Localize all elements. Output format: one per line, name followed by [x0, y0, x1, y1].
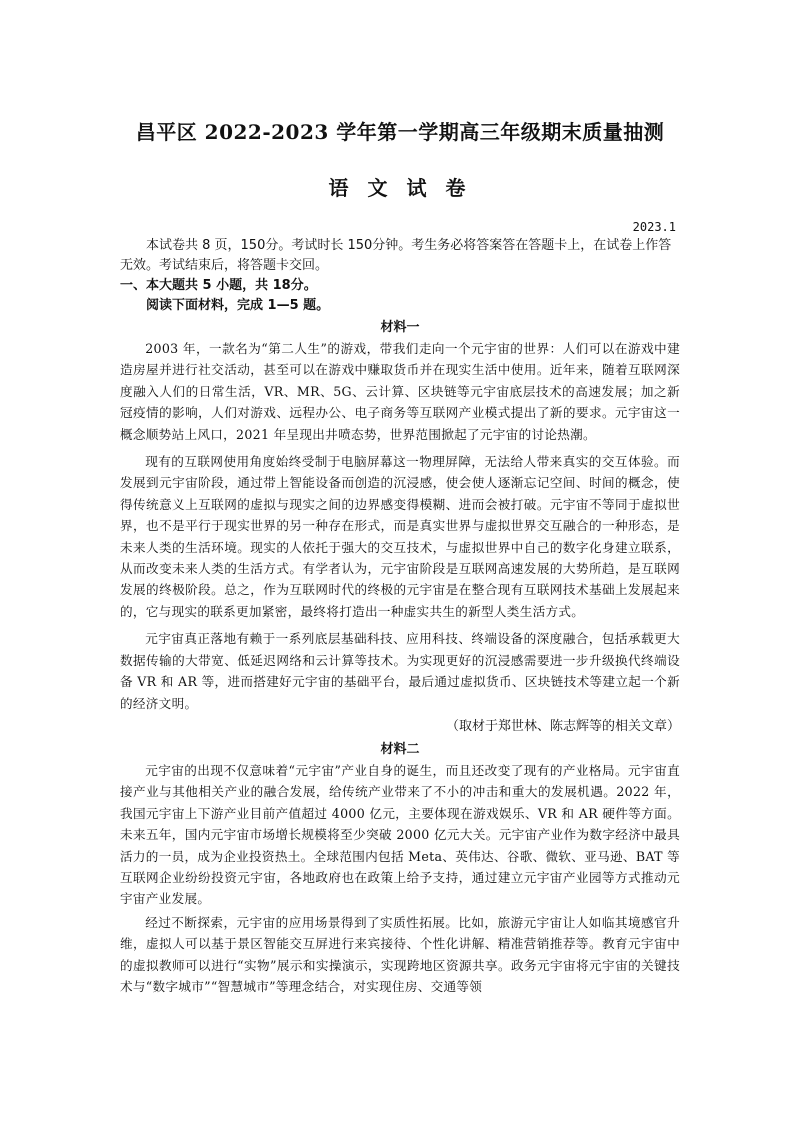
section-heading: 一、本大题共 5 小题，共 18分。	[120, 278, 317, 293]
material-1-source: （取材于郑世林、陈志辉等的相关文章）	[445, 718, 680, 734]
exam-page	[120, 118, 680, 997]
exam-date: 2023.1	[632, 220, 676, 234]
material-1-paragraph: 现有的互联网使用角度始终受制于电脑屏幕这一物理屏障，无法给人带来真实的交互体验。而发展到元宇宙阶段，通过带上智能设备而创造的沉浸感，使会使人逐渐忘记空间、时间的概念，使得传统意义上互联网的虚拟与现实之间的边界感变得模糊、进而会被打破。元宇宙不等同于虚拟世界，也不是平行于现实世界的另一种存在形式，而是真实世界与虚拟世界交互融合的一种形态，是未来人类的生活环境。现实的人依托于强大的交互技术，与虚拟世界中自己的数字化身建立联系，从而改变未来人类的生活方式。有学者认为，元宇宙阶段是互联网高速发展的大势所趋，是互联网发展的终极阶段。总之，作为互联网时代的终极的元宇宙是在整合现有互联网技术基础上发展起来的，它与现实的联系更加紧密，最终将打造出一种虚实共生的新型人类生活方式。	[120, 454, 680, 619]
material-2-paragraph: 元宇宙的出现不仅意味着“元宇宙”产业自身的诞生，而且还改变了现有的产业格局。元宇宙直接产业与其他相关产业的融合发展，给传统产业带来了不小的冲击和重大的发展机遇。2022 年，我国元宇宙上下游产业目前产值超过 4000 亿元，主要体现在游戏娱乐、VR 和 AR 硬件等方面。未来五年，国内元宇宙市场增长规模将至少突破 2000 亿元大关。元宇宙产业作为数字经济中最具活力的一员，成为企业投资热土。全球范围内包括 Meta、英伟达、谷歌、微软、亚马逊、BAT 等互联网企业纷纷投资元宇宙，各地政府也在政策上给予支持，通过建立元宇宙产业园等方式推动元宇宙产业发展。	[120, 762, 680, 907]
material-1-paragraph: 元宇宙真正落地有赖于一系列底层基础科技、应用科技、终端设备的深度融合，包括承载更大数据传输的大带宽、低延迟网络和云计算等技术。为实现更好的沉浸感需要进一步升级换代终端设备 VR 和 AR 等，进而搭建好元宇宙的基础平台，最后通过虚拟货币、区块链技术等建立起一个新的经济文明。	[120, 631, 680, 711]
exam-instructions: 本试卷共 8 页，150分。考试时长 150分钟。考生务必将答案答在答题卡上，在试卷上作答无效。考试结束后，将答题卡交回。	[120, 238, 672, 273]
material-1-title: 材料一	[380, 320, 420, 335]
read-instruction: 阅读下面材料，完成 1—5 题。	[146, 298, 330, 313]
material-2-title: 材料二	[380, 741, 420, 757]
exam-title: 昌平区 2022-2023 学年第一学期高三年级期末质量抽测	[135, 120, 665, 144]
exam-subtitle: 语 文 试 卷	[328, 176, 472, 200]
material-1-paragraph: 2003 年，一款名为“第二人生”的游戏，带我们走向一个元宇宙的世界：人们可以在游戏中建造房屋并进行社交活动，甚至可以在游戏中赚取货币并在现实生活中使用。近年来，随着互联网深度融入人们的日常生活，VR、MR、5G、云计算、区块链等元宇宙底层技术的高速发展；加之新冠疫情的影响，人们对游戏、远程办公、电子商务等互联网产业模式提出了新的要求。元宇宙这一概念顺势站上风口，2021 年呈现出井喷态势，世界范围掀起了元宇宙的讨论热潮。	[120, 341, 680, 442]
material-2-paragraph: 经过不断探索，元宇宙的应用场景得到了实质性拓展。比如，旅游元宇宙让人如临其境感官升维，虚拟人可以基于景区智能交互屏进行来宾接待、个性化讲解、精准营销推荐等。教育元宇宙中的虚拟教师可以进行“实物”展示和实操演示，实现跨地区资源共享。政务元宇宙将元宇宙的关键技术与“数字城市”“智慧城市”等理念结合，对实现住房、交通等领	[120, 914, 680, 994]
